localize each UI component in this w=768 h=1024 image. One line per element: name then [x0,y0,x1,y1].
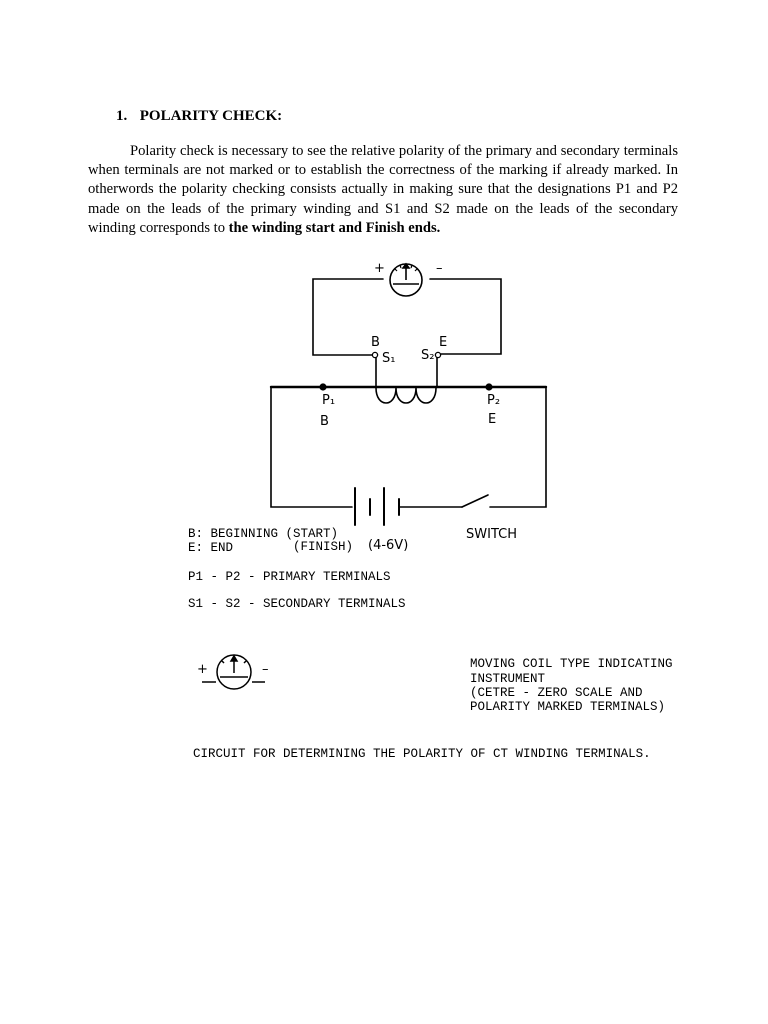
small-meter-minus: – [262,662,269,677]
s2-terminal [435,352,440,357]
label-e-bottom: E [488,412,497,427]
section-number: 1. [116,108,128,124]
legend-e-line-b: (FINISH) [293,540,354,554]
small-meter-plus: + [197,662,208,677]
label-switch: SWITCH [466,527,517,542]
meter-symbol [390,264,422,296]
figure-caption: CIRCUIT FOR DETERMINING THE POLARITY OF CT WINDING TERMINALS. [193,747,651,761]
instrument-line-1: MOVING COIL TYPE INDICATING [470,657,673,671]
meter-plus-sign: + [374,261,385,276]
legend-b-line: B: BEGINNING (START) [188,527,339,541]
label-p2: P₂ [487,393,501,408]
label-p1: P₁ [322,393,336,408]
instrument-line-4: POLARITY MARKED TERMINALS) [470,700,666,714]
instrument-line-2: INSTRUMENT [470,672,546,686]
p1-terminal [319,383,326,390]
label-b-top: B [371,335,380,350]
section-title: POLARITY CHECK: [139,108,283,124]
label-s2: S₂ [421,348,435,363]
label-e-top: E [439,335,448,350]
label-s1: S₁ [382,351,396,366]
instrument-line-3: (CETRE - ZERO SCALE AND [470,686,643,700]
paragraph-text: Polarity check is necessary to see the relative polarity of the primary and secondary terminals when terminals are not marked or to establish the correctness of the marking if already marked. In otherwords the polarity checking consists actually in making sure that the designations P1 and P2 made on the leads of the primary winding and S1 and S2 made on the leads of the secondary winding corresponds to [88,143,678,236]
legend-p-line: P1 - P2 - PRIMARY TERMINALS [188,570,391,584]
secondary-winding [376,388,436,403]
small-meter-symbol [202,655,265,689]
legend-e-line-a: E: END [188,541,234,555]
label-b-bottom: B [320,414,329,429]
meter-minus-sign: – [436,261,443,276]
legend-s-line: S1 - S2 - SECONDARY TERMINALS [188,597,406,611]
label-voltage: (4-6V) [368,538,409,553]
paragraph-bold-text: the winding start and Finish ends. [228,219,441,236]
switch-blade [462,495,488,507]
primary-left-wire [271,387,352,507]
p2-terminal [485,383,492,390]
s1-terminal [372,352,377,357]
